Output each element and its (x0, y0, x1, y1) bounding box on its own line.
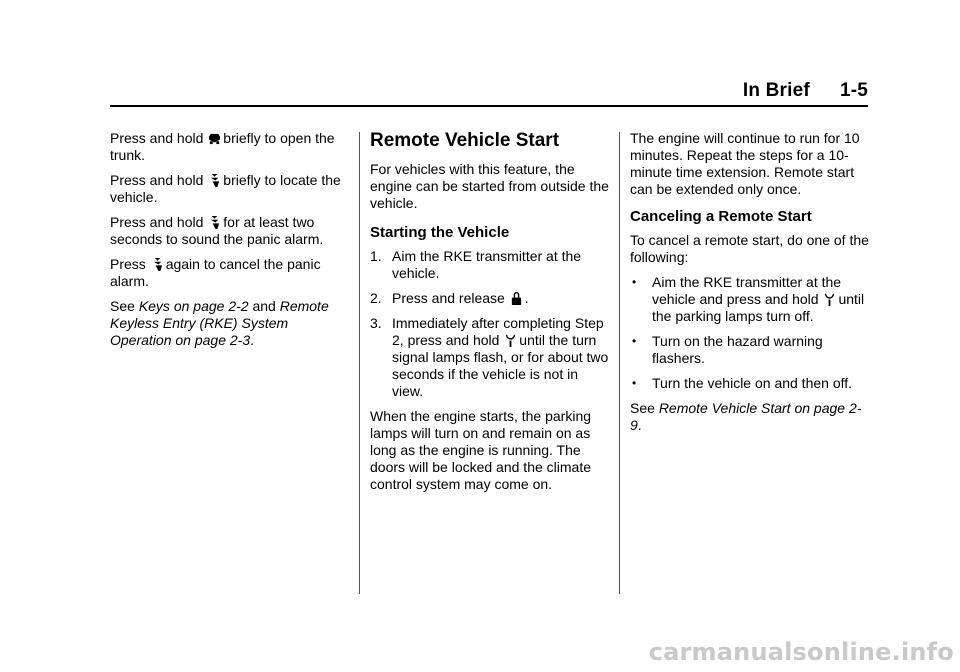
bullet-item-3: • Turn the vehicle on and then off. (632, 375, 853, 391)
locate-paragraph: Press and hold briefly to locate the vehicle. (110, 172, 341, 205)
column-divider-2 (619, 132, 620, 594)
column-1 (110, 130, 350, 357)
page-number: 1-5 (839, 80, 868, 101)
header-rule (110, 105, 868, 107)
intro-paragraph: For vehicles with this feature, the engine can be started from outside the vehicle. (370, 161, 609, 211)
keys-reference-link[interactable]: Keys on page 2-2 (138, 298, 249, 314)
remote-start-reference-link[interactable]: Remote Vehicle Start on page 2-9 (630, 400, 862, 433)
column-2 (370, 130, 610, 501)
see-reference-paragraph: See Keys on page 2-2 and Remote Keyless Entry (RKE) System Operation on page 2-3. (110, 298, 329, 348)
step-3: 3. Immediately after completing Step 2, press and hold until the turn signal lamps flash, or for about two seconds if the vehicle is not in view. (370, 315, 609, 399)
panic-paragraph: Press and hold for at least two seconds to sound the panic alarm. (110, 214, 324, 247)
section-heading: Remote Vehicle Start (370, 130, 560, 151)
see-remote-start-paragraph: See Remote Vehicle Start on page 2-9. (630, 400, 862, 433)
page-header (743, 80, 868, 102)
panic-horn-icon (208, 173, 221, 188)
bullet-marker: • (632, 275, 637, 289)
step-1: 1. Aim the RKE transmitter at the vehicle. (370, 248, 582, 281)
engine-start-paragraph: When the engine starts, the parking lamps will turn on and remain on as long as the engine is running. The doors will be locked and the climate control system may come on. (370, 408, 592, 492)
column-divider-1 (359, 132, 360, 594)
bullet-marker: • (632, 334, 637, 348)
column-3 (630, 130, 870, 442)
watermark: carmanualsonline.info (648, 638, 954, 666)
subheading-canceling: Canceling a Remote Start (630, 208, 812, 225)
section-title: In Brief (742, 80, 810, 101)
trunk-paragraph: Press and hold briefly to open the trunk. (110, 130, 335, 163)
subheading-starting: Starting the Vehicle (370, 224, 510, 241)
lock-icon (510, 291, 523, 306)
panic-horn-icon (151, 257, 164, 272)
rke-reference-link[interactable]: Remote Keyless Entry (RKE) System Operation on page 2-3 (110, 298, 329, 348)
trunk-icon (208, 131, 221, 146)
continue-paragraph: The engine will continue to run for 10 minutes. Repeat the steps for a 10-minute time extension. Remote start can be extended only once. (630, 130, 860, 197)
bullet-item-2: • Turn on the hazard warning flashers. (632, 333, 823, 366)
remote-start-icon (504, 333, 517, 348)
cancel-panic-paragraph: Press again to cancel the panic alarm. (110, 256, 321, 289)
remote-start-icon (823, 292, 836, 307)
step-2: 2. Press and release . (370, 290, 529, 306)
cancel-lead: To cancel a remote start, do one of the following: (630, 232, 869, 265)
bullet-marker: • (632, 376, 637, 390)
bullet-item-1: • Aim the RKE transmitter at the vehicle and press and hold until the parking lamps turn off. (632, 274, 865, 324)
panic-horn-icon (208, 215, 221, 230)
